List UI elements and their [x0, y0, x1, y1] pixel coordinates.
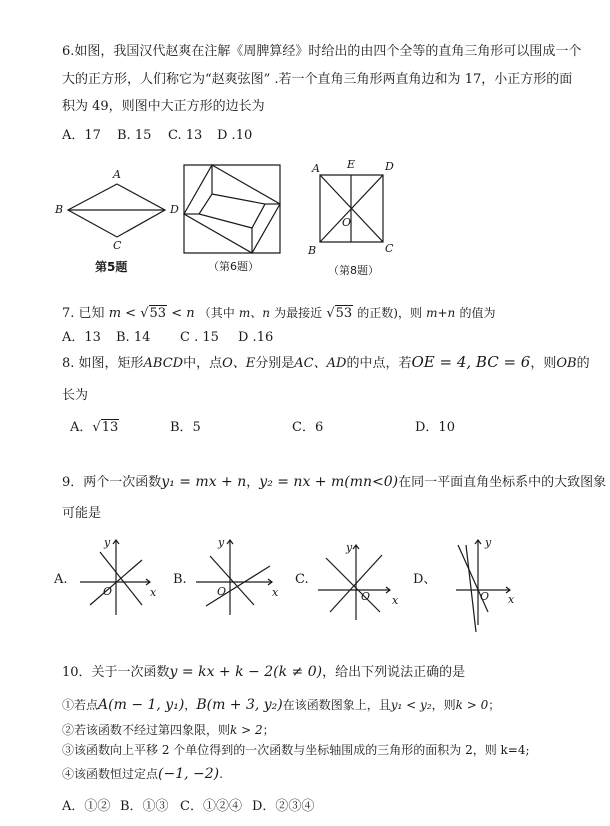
q7-root: 53 — [149, 306, 167, 321]
square-label-d: D — [385, 160, 394, 173]
q10-s1-ineq: y₁ < y₂ — [390, 698, 432, 712]
q9-b-y: y — [218, 536, 225, 549]
q7-suffix4: 的值为 — [459, 306, 496, 320]
q7-suffix1: （其中 — [198, 306, 235, 320]
square-label-e: E — [347, 158, 356, 171]
q6-option-d: D .10 — [217, 128, 253, 143]
q7-suffix2: 为最接近 — [274, 306, 323, 320]
q10-statement-4 — [62, 766, 223, 782]
q9-text-b: 在同一平面直角坐标系中的大致图象 — [398, 475, 607, 490]
q10-s1-comma: ， — [184, 698, 197, 712]
q7-option-b: B. 14 — [116, 330, 151, 345]
q10-option-d: D．②③④ — [252, 799, 315, 814]
q9-a-x: x — [150, 586, 157, 599]
q7-lt2: < — [171, 306, 183, 321]
square-label-o: O — [342, 216, 352, 229]
q10-option-b: B．①③ — [120, 799, 169, 814]
q10-statement-2 — [62, 722, 275, 738]
q9-text-a: 9．两个一次函数 — [62, 475, 162, 490]
q10-s4-text: ④该函数恒过定点 — [62, 767, 159, 781]
q9-c-y: y — [346, 541, 353, 554]
q8-line2: 长为 — [62, 388, 89, 403]
q9-y2: y₂ = nx + m — [259, 474, 345, 490]
q6-line3: 积为 49，则图中大正方形的边长为 — [62, 99, 265, 114]
q10-s1-k: k > 0 — [455, 698, 489, 712]
q9-comma: ， — [246, 475, 260, 490]
q8-option-a: A．√13 — [70, 420, 119, 435]
q9-b-origin: O — [217, 585, 227, 598]
caption-q6: （第6题） — [208, 260, 259, 273]
q10-s1-e: 在该函数图象上，且 — [282, 698, 391, 712]
q6-option-c: C. 13 — [168, 128, 203, 143]
q8-text-a: 8. 如图，矩形 — [62, 356, 144, 371]
q8-option-a-root: 13 — [101, 420, 119, 435]
q10-s1-point-a: A(m − 1, y₁) — [98, 697, 185, 713]
q9-d-origin: O — [480, 590, 490, 603]
q7-option-a: A．13 — [62, 330, 101, 345]
q10-statement-1 — [62, 697, 500, 713]
q6-line1: 6.如图，我国汉代赵爽在注解《周脾算经》时给出的由四个全等的直角三角形可以围成一个 — [62, 44, 582, 59]
q8-condition: OE = 4, BC = 6 — [411, 353, 531, 371]
q9-c-x: x — [392, 594, 399, 607]
q6-option-a: A．17 — [62, 128, 101, 143]
q9-a-origin: O — [103, 585, 113, 598]
q9-option-a: A. — [54, 572, 68, 587]
q7-root2: 53 — [335, 306, 353, 321]
q8-text-f: 的 — [576, 356, 590, 371]
rhombus-label-d: D — [170, 203, 179, 216]
q9-c-origin: O — [361, 590, 371, 603]
q8-option-a-label: A． — [70, 420, 93, 435]
caption-q8: （第8题） — [328, 264, 379, 277]
q10-option-a: A．①② — [62, 799, 111, 814]
q10-s1-end: ； — [488, 698, 501, 712]
q8-abcd: ABCD — [143, 356, 184, 371]
q8-option-d: D．10 — [415, 420, 455, 435]
q8-option-b: B．5 — [170, 420, 201, 435]
q7-suffix3: 的正数)，则 — [357, 306, 422, 320]
q9-a-y: y — [104, 536, 111, 549]
q10-s1-point-b: B(m + 3, y₂) — [196, 697, 283, 713]
square-label-c: C — [385, 242, 394, 255]
q9-d-y: y — [485, 536, 492, 549]
q10-s4-point: (−1, −2) — [158, 766, 220, 782]
q10-s1-g: ，则 — [431, 698, 456, 712]
q8-text-d: 的中点，若 — [346, 356, 412, 371]
q8-text-b: 中，点 — [183, 356, 223, 371]
q9-condition: (mn<0) — [344, 474, 399, 490]
q7-m: m — [108, 306, 122, 321]
q8-text-c: 分别是 — [255, 356, 295, 371]
square-label-a: A — [312, 162, 320, 175]
q9-option-b: B. — [173, 572, 187, 587]
q9-line2: 可能是 — [62, 506, 102, 521]
q7-prefix: 7. 已知 — [62, 306, 105, 321]
q8-acad: AC、AD — [294, 356, 347, 371]
q8-oe: O、E — [222, 356, 256, 371]
q10-s4-end: . — [219, 767, 223, 781]
q7-mpn: m+n — [426, 306, 456, 320]
rhombus-label-c: C — [113, 239, 122, 252]
q6-line2: 大的正方形，人们称它为“赵爽弦图” .若一个直角三角形两直角边和为 17，小正方形的面 — [62, 72, 573, 87]
q7-stem: 7. 已知 m < √53 < n （其中 m、n 为最接近 √53 的正数)，则 m+n 的值为 — [62, 306, 496, 321]
q9-option-c: C. — [295, 572, 309, 587]
q7-option-d: D .16 — [238, 330, 274, 345]
q9-option-d: D、 — [413, 572, 437, 587]
rhombus-label-a: A — [113, 168, 121, 181]
q8-option-c: C．6 — [292, 420, 324, 435]
q9-y1: y₁ = mx + n — [161, 474, 247, 490]
rhombus-label-b: B — [55, 203, 64, 216]
q8-ob: OB — [556, 356, 577, 371]
q10-s1-a: ①若点 — [62, 698, 99, 712]
q10-s2-text: ②若该函数不经过第四象限，则 — [62, 723, 231, 737]
q10-function: y = kx + k − 2(k ≠ 0) — [169, 664, 323, 680]
q10-option-c: C．①②④ — [180, 799, 242, 814]
caption-q5: 第5题 — [95, 260, 128, 274]
q8-text-e: ，则 — [530, 356, 557, 371]
q10-s2-k: k > 2 — [230, 723, 263, 737]
q9-b-x: x — [272, 586, 279, 599]
q7-option-c: C . 15 — [180, 330, 219, 345]
q10-s2-end: ； — [262, 723, 275, 737]
q7-mn: m、n — [238, 306, 271, 320]
q7-lt1: < — [125, 306, 137, 321]
q10-text-b: ，给出下列说法正确的是 — [322, 665, 466, 680]
q10-text-a: 10．关于一次函数 — [62, 665, 170, 680]
q10-stem — [62, 664, 465, 681]
q6-option-b: B. 15 — [117, 128, 152, 143]
q10-statement-3: ③该函数向上平移 2 个单位得到的一次函数与坐标轴围成的三角形的面积为 2，则 k=4; — [62, 743, 530, 757]
square-label-b: B — [308, 244, 317, 257]
q9-d-x: x — [508, 593, 515, 606]
q7-n: n — [186, 306, 195, 321]
